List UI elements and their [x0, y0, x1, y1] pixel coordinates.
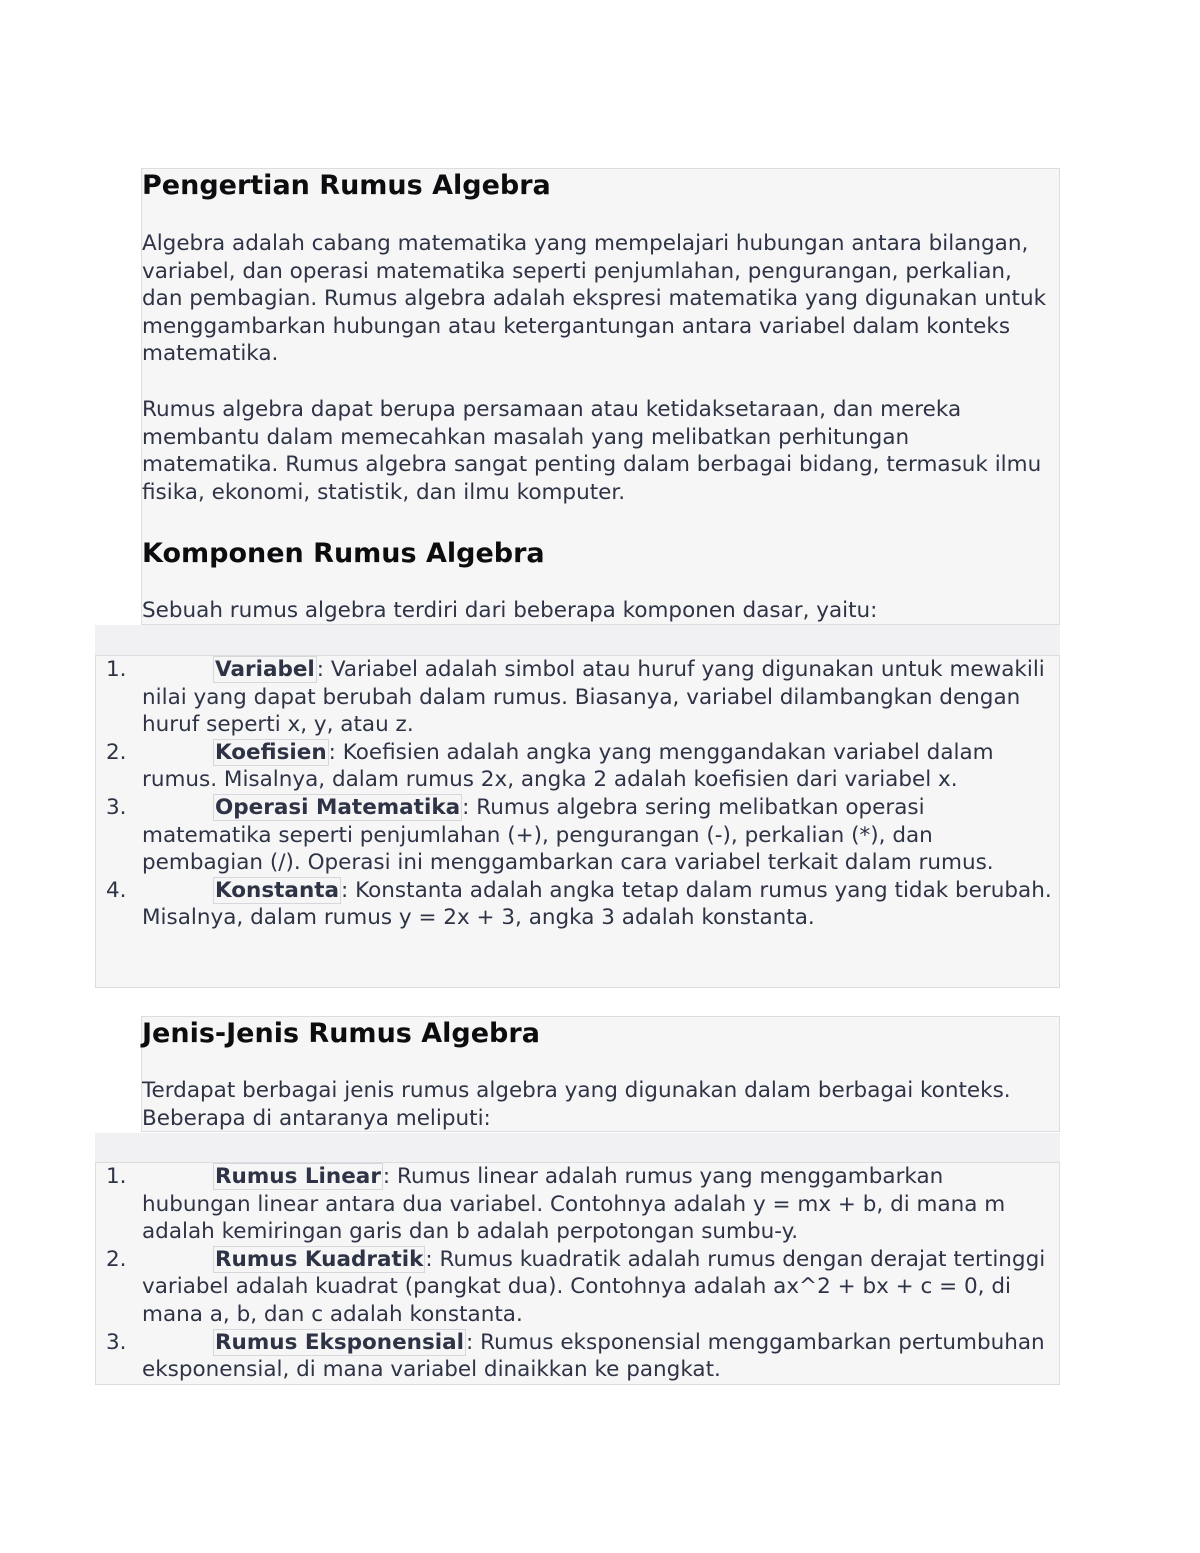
list-item-text: : Koefisien adalah angka yang menggandakan variabel dalam rumus. Misalnya, dalam rumus 2x, angka 2 adalah koefisien dari variabel x. [142, 739, 994, 793]
heading-komponen: Komponen Rumus Algebra [142, 538, 545, 570]
jenis-list [96, 1163, 1058, 1384]
paragraph-pengertian-1: Algebra adalah cabang matematika yang mempelajari hubungan antara bilangan, variabel, dan operasi matematika seperti penjumlahan, pengurangan, perkalian, dan pembagian. Rumus algebra adalah ekspresi matematika yang digunakan untuk menggambarkan hubungan atau ketergantungan antara variabel dalam konteks matematika. [142, 231, 1047, 367]
jenis-content [142, 1017, 1052, 1132]
list-item-text: : Rumus linear adalah rumus yang menggambarkan hubungan linear antara dua variabel. Contohnya adalah y = mx + b, di mana m adalah kemiringan garis dan b adalah perpotongan sumbu-y. [142, 1164, 1006, 1245]
list-item [96, 1246, 1058, 1329]
term-operasi-matematika: Operasi Matematika [215, 794, 461, 820]
list-number: 3. [106, 1329, 127, 1355]
list-item-text: : Variabel adalah simbol atau huruf yang digunakan untuk mewakili nilai yang dapat berubah dalam rumus. Biasanya, variabel dilambangkan dengan huruf seperti x, y, atau z. [142, 657, 1045, 738]
list-item-text: : Konstanta adalah angka tetap dalam rumus yang tidak berubah. Misalnya, dalam rumus y = 2x + 3, angka 3 adalah konstanta. [142, 877, 1052, 931]
list-item-text: : Rumus eksponensial menggambarkan pertumbuhan eksponensial, di mana variabel dinaikkan ke pangkat. [142, 1329, 1045, 1383]
term-rumus-kuadratik: Rumus Kuadratik [215, 1246, 424, 1272]
list-item [96, 1329, 1058, 1384]
paragraph-komponen-intro: Sebuah rumus algebra terdiri dari beberapa komponen dasar, yaitu: [142, 598, 878, 624]
list-item [96, 739, 1056, 794]
separator-strip [95, 625, 1060, 655]
separator-strip [95, 1133, 1060, 1162]
komponen-list [96, 656, 1056, 932]
heading-jenis: Jenis-Jenis Rumus Algebra [142, 1018, 540, 1049]
list-number: 3. [106, 794, 127, 820]
list-number: 2. [106, 739, 127, 765]
list-item [96, 1163, 1058, 1246]
list-number: 4. [106, 877, 127, 903]
list-number: 2. [106, 1246, 127, 1272]
list-number: 1. [106, 657, 127, 682]
list-item-text: : Rumus kuadratik adalah rumus dengan derajat tertinggi variabel adalah kuadrat (pangkat dua). Contohnya adalah ax^2 + bx + c = 0, di mana a, b, dan c adalah konstanta. [142, 1246, 1046, 1327]
list-item-text: : Rumus algebra sering melibatkan operasi matematika seperti penjumlahan (+), pengurangan (-), perkalian (*), dan pembagian (/). Operasi ini menggambarkan cara variabel terkait dalam rumus. [142, 794, 994, 876]
term-koefisien: Koefisien [215, 739, 327, 765]
term-rumus-eksponensial: Rumus Eksponensial [215, 1329, 465, 1355]
list-item [96, 656, 1056, 739]
term-variabel: Variabel [215, 657, 315, 682]
intro-content [142, 169, 1052, 625]
list-item [96, 794, 1056, 877]
paragraph-jenis-intro: Terdapat berbagai jenis rumus algebra yang digunakan dalam berbagai konteks. Beberapa di antaranya meliputi: [142, 1078, 1011, 1131]
term-rumus-linear: Rumus Linear [215, 1164, 381, 1189]
list-number: 1. [106, 1164, 127, 1189]
paragraph-pengertian-2: Rumus algebra dapat berupa persamaan atau ketidaksetaraan, dan mereka membantu dalam memecahkan masalah yang melibatkan perhitungan matematika. Rumus algebra sangat penting dalam berbagai bidang, termasuk ilmu fisika, ekonomi, statistik, dan ilmu komputer. [142, 396, 1042, 505]
term-konstanta: Konstanta [215, 877, 340, 903]
list-item [96, 877, 1056, 932]
heading-pengertian: Pengertian Rumus Algebra [142, 170, 551, 201]
